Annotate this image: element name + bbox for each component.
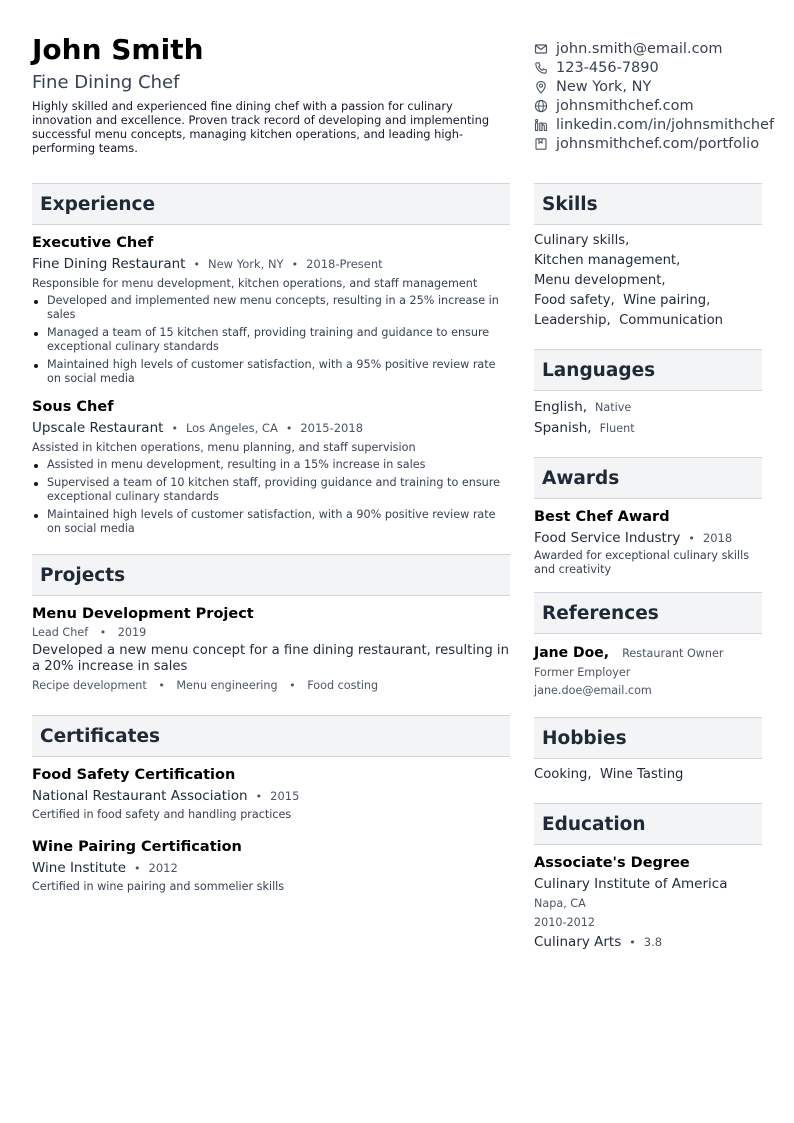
project-role: Lead Chef	[32, 626, 89, 639]
project-description: Developed a new menu concept for a fine dining restaurant, resulting in a 20% increase in sales	[32, 643, 509, 674]
certificate-meta	[32, 858, 510, 879]
email-icon	[534, 42, 548, 56]
portfolio-icon	[534, 137, 548, 151]
skills-list	[534, 225, 762, 331]
right-column	[534, 183, 762, 953]
skill-item: Menu development,	[534, 273, 666, 288]
hobby-item: Cooking,	[534, 767, 592, 782]
section-hobbies-heading: Hobbies	[534, 717, 762, 759]
skill-item: Leadership,	[534, 313, 611, 328]
contact-website-text: johnsmithchef.com	[556, 97, 694, 114]
award-title: Best Chef Award	[534, 509, 670, 525]
certificate-year: 2012	[148, 861, 178, 875]
skill-item: Food safety,	[534, 293, 615, 308]
certificate-title: Wine Pairing Certification	[32, 839, 242, 855]
phone-icon	[534, 61, 548, 75]
separator-dot: •	[289, 679, 296, 692]
section-certificates-heading: Certificates	[32, 715, 510, 757]
separator-dot: •	[158, 679, 165, 692]
language-name: English,	[534, 399, 588, 415]
award-description: Awarded for exceptional culinary skills and creativity	[534, 549, 750, 576]
experience-company: Upscale Restaurant	[32, 420, 164, 436]
hobbies-list	[534, 759, 762, 785]
separator-dot: •	[629, 936, 636, 949]
skill-item: Wine pairing,	[623, 293, 711, 308]
reference-email[interactable]: jane.doe@email.com	[534, 684, 652, 697]
certificate-meta	[32, 786, 510, 807]
education-location: Napa, CA	[534, 897, 586, 910]
education-field-row	[534, 932, 762, 953]
skill-row	[534, 311, 762, 331]
bullet-item: Maintained high levels of customer satisfaction, with a 95% positive review rate on social media	[32, 358, 510, 386]
job-title: Fine Dining Chef	[32, 72, 180, 93]
separator-dot: •	[285, 422, 293, 435]
bullet-item: Developed and implemented new menu concepts, resulting in a 25% increase in sales	[32, 294, 510, 322]
certificate-issuer: Wine Institute	[32, 860, 127, 876]
contact-phone-text: 123-456-7890	[556, 59, 659, 76]
experience-bullets	[32, 458, 510, 536]
contact-location	[534, 77, 794, 96]
language-item	[534, 397, 762, 418]
project-tags	[32, 675, 510, 697]
award-org: Food Service Industry	[534, 530, 681, 546]
education-field: Culinary Arts	[534, 934, 622, 950]
education-school: Culinary Institute of America	[534, 876, 728, 892]
contact-portfolio[interactable]	[534, 134, 794, 153]
certificate-entry	[32, 838, 510, 895]
section-references-heading: References	[534, 592, 762, 634]
certificate-issuer: National Restaurant Association	[32, 788, 248, 804]
education-gpa: 3.8	[643, 935, 663, 949]
experience-title: Executive Chef	[32, 235, 154, 251]
certificate-description: Certified in food safety and handling practices	[32, 808, 292, 821]
section-skills-heading: Skills	[534, 183, 762, 225]
project-tag: Food costing	[307, 679, 379, 692]
award-entry	[534, 508, 762, 577]
globe-icon	[534, 99, 548, 113]
contact-website[interactable]	[534, 96, 794, 115]
left-column	[32, 183, 510, 895]
project-tag: Menu engineering	[176, 679, 278, 692]
skill-row	[534, 291, 762, 311]
separator-dot: •	[291, 258, 299, 271]
separator-dot: •	[688, 532, 695, 545]
experience-meta	[32, 418, 510, 439]
section-education-heading: Education	[534, 803, 762, 845]
contact-linkedin[interactable]	[534, 115, 794, 134]
award-year: 2018	[702, 531, 733, 545]
certificate-year: 2015	[270, 789, 300, 803]
contact-list	[534, 39, 794, 153]
bullet-item: Supervised a team of 10 kitchen staff, providing guidance and training to ensure exceptional culinary standards	[32, 476, 510, 504]
education-entry	[534, 854, 762, 953]
project-tag: Recipe development	[32, 679, 147, 692]
contact-location-text: New York, NY	[556, 78, 652, 95]
profile-summary: Highly skilled and experienced fine dining chef with a passion for culinary innovation and excellence. Proven track record of developing and implementing successful menu concepts, managing kitchen operations, and leading high-performing teams.	[32, 99, 490, 155]
language-name: Spanish,	[534, 420, 592, 436]
experience-summary: Assisted in kitchen operations, menu planning, and staff supervision	[32, 441, 416, 454]
reference-relation: Former Employer	[534, 666, 631, 679]
certificate-title: Food Safety Certification	[32, 767, 236, 783]
bullet-item: Managed a team of 15 kitchen staff, providing training and guidance to ensure exceptional culinary standards	[32, 326, 510, 354]
education-school-row	[534, 874, 762, 894]
certificate-entry	[32, 766, 510, 823]
experience-entry	[32, 398, 510, 536]
separator-dot: •	[193, 258, 200, 271]
project-title: Menu Development Project	[32, 606, 254, 622]
languages-list	[534, 391, 762, 439]
language-level: Native	[595, 401, 632, 414]
separator-dot: •	[171, 422, 178, 435]
project-meta	[32, 623, 510, 643]
project-year: 2019	[117, 626, 147, 639]
reference-header	[534, 643, 762, 663]
experience-company: Fine Dining Restaurant	[32, 256, 186, 272]
language-level: Fluent	[599, 422, 635, 435]
contact-email-text: john.smith@email.com	[556, 40, 723, 57]
separator-dot: •	[134, 862, 141, 875]
skill-item: Communication	[619, 313, 724, 328]
project-entry	[32, 605, 510, 697]
certificate-description: Certified in wine pairing and sommelier skills	[32, 880, 285, 893]
reference-role: Restaurant Owner	[622, 647, 724, 660]
section-languages-heading: Languages	[534, 349, 762, 391]
experience-location: Los Angeles, CA	[185, 421, 278, 435]
reference-entry	[534, 643, 762, 699]
hobby-item: Wine Tasting	[599, 767, 684, 782]
skill-item: Kitchen management,	[534, 253, 681, 268]
separator-dot: •	[99, 626, 107, 639]
education-dates: 2010-2012	[534, 916, 595, 929]
experience-bullets	[32, 294, 510, 386]
contact-phone[interactable]	[534, 58, 794, 77]
language-item	[534, 418, 762, 439]
separator-dot: •	[255, 790, 263, 803]
section-awards-heading: Awards	[534, 457, 762, 499]
contact-email[interactable]	[534, 39, 794, 58]
contact-linkedin-text: linkedin.com/in/johnsmithchef	[556, 116, 775, 133]
experience-meta	[32, 254, 510, 275]
candidate-name: John Smith	[32, 33, 204, 66]
section-projects-heading: Projects	[32, 554, 510, 596]
education-degree: Associate's Degree	[534, 855, 690, 871]
location-icon	[534, 80, 548, 94]
contact-portfolio-text: johnsmithchef.com/portfolio	[556, 135, 760, 152]
experience-dates: 2018-Present	[306, 257, 383, 271]
experience-dates: 2015-2018	[300, 421, 364, 435]
skill-item: Culinary skills,	[534, 233, 630, 248]
bullet-item: Assisted in menu development, resulting in a 15% increase in sales	[32, 458, 510, 472]
linkedin-icon	[534, 118, 548, 132]
reference-name: Jane Doe,	[534, 645, 610, 661]
experience-summary: Responsible for menu development, kitchen operations, and staff management	[32, 277, 478, 290]
award-meta	[534, 528, 762, 549]
experience-title: Sous Chef	[32, 399, 114, 415]
experience-location: New York, NY	[207, 257, 284, 271]
header	[32, 33, 504, 155]
experience-entry	[32, 234, 510, 386]
bullet-item: Maintained high levels of customer satisfaction, with a 90% positive review rate on social media	[32, 508, 510, 536]
section-experience-heading: Experience	[32, 183, 510, 225]
